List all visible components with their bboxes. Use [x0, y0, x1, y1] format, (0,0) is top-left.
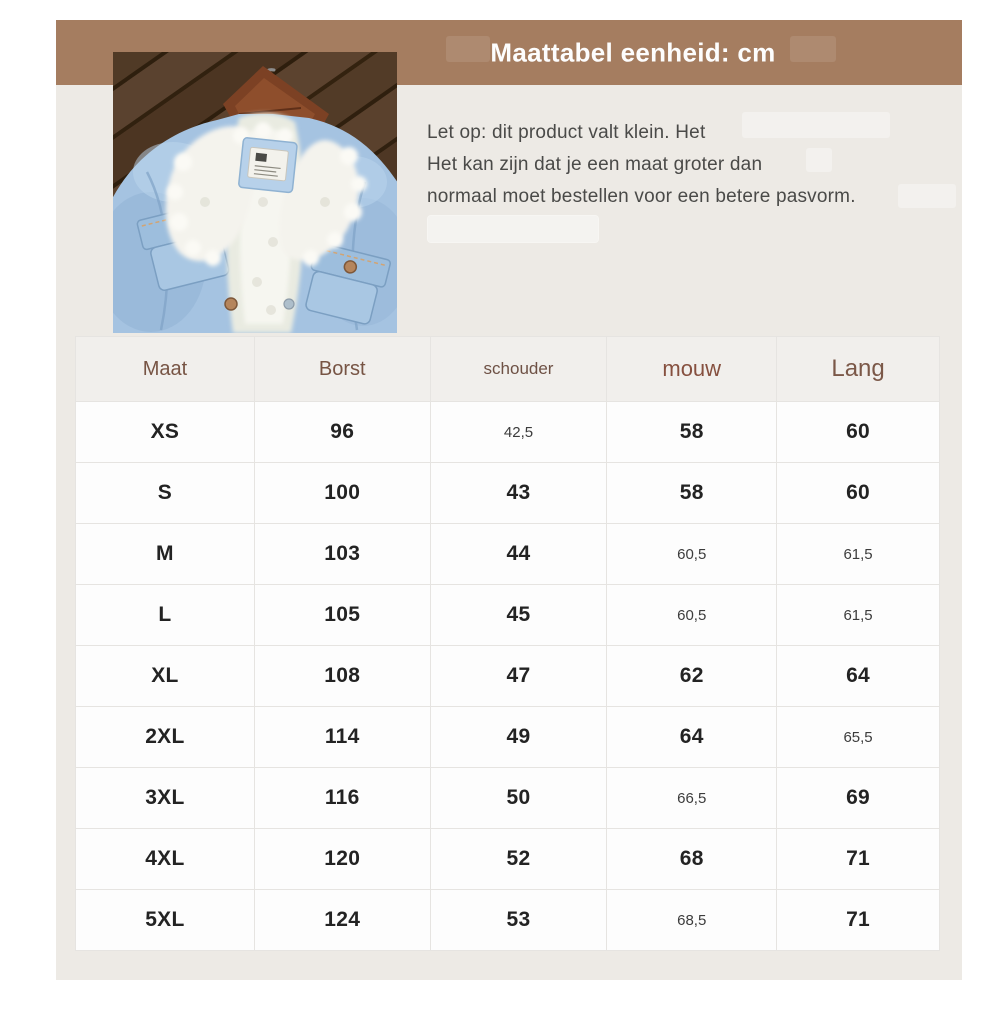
cell-size: 5XL	[76, 890, 255, 951]
cell-chest: 116	[254, 768, 430, 829]
fit-notice-line: Let op: dit product valt klein. Het	[427, 122, 706, 143]
fit-notice-line: Het kan zijn dat je een maat groter dan	[427, 154, 763, 175]
cell-chest: 105	[254, 585, 430, 646]
cell-shoulder: 47	[430, 646, 607, 707]
ghost-artifact	[446, 36, 490, 62]
cell-size: 4XL	[76, 829, 255, 890]
ghost-artifact	[790, 36, 836, 62]
page-title: Maattabel eenheid: cm	[490, 37, 776, 67]
cell-size: 2XL	[76, 707, 255, 768]
cell-length: 61,5	[777, 585, 940, 646]
cell-chest: 108	[254, 646, 430, 707]
table-row-2xl	[76, 707, 940, 768]
cell-chest: 96	[254, 402, 430, 463]
cell-sleeve: 64	[607, 707, 777, 768]
cell-size: S	[76, 463, 255, 524]
cell-shoulder: 50	[430, 768, 607, 829]
cell-chest: 103	[254, 524, 430, 585]
cell-shoulder: 42,5	[430, 402, 607, 463]
product-photo	[113, 52, 397, 333]
table-row-m	[76, 524, 940, 585]
table-header-row	[76, 337, 940, 402]
cell-length: 60	[777, 463, 940, 524]
size-table	[75, 336, 940, 951]
cell-length: 60	[777, 402, 940, 463]
table-row-3xl	[76, 768, 940, 829]
cell-shoulder: 52	[430, 829, 607, 890]
cell-length: 64	[777, 646, 940, 707]
cell-length: 71	[777, 890, 940, 951]
cell-size: XL	[76, 646, 255, 707]
cell-sleeve: 62	[607, 646, 777, 707]
table-row-l	[76, 585, 940, 646]
cell-sleeve: 58	[607, 463, 777, 524]
cell-sleeve: 68	[607, 829, 777, 890]
cell-length: 71	[777, 829, 940, 890]
cell-shoulder: 44	[430, 524, 607, 585]
cell-size: L	[76, 585, 255, 646]
cell-length: 65,5	[777, 707, 940, 768]
cell-size: 3XL	[76, 768, 255, 829]
cell-shoulder: 43	[430, 463, 607, 524]
cell-shoulder: 45	[430, 585, 607, 646]
cell-length: 69	[777, 768, 940, 829]
cell-chest: 100	[254, 463, 430, 524]
fit-notice-line: normaal moet bestellen voor een betere pasvorm.	[427, 186, 856, 207]
cell-chest: 114	[254, 707, 430, 768]
cell-size: XS	[76, 402, 255, 463]
column-header-borst: Borst	[254, 337, 430, 402]
table-row-s	[76, 463, 940, 524]
denim-jacket-photo	[113, 52, 397, 333]
cell-sleeve: 60,5	[607, 585, 777, 646]
cell-size: M	[76, 524, 255, 585]
table-row-xl	[76, 646, 940, 707]
cell-sleeve: 60,5	[607, 524, 777, 585]
table-row-5xl	[76, 890, 940, 951]
cell-sleeve: 68,5	[607, 890, 777, 951]
column-header-maat: Maat	[76, 337, 255, 402]
fit-notice	[427, 117, 967, 213]
column-header-lang: Lang	[777, 337, 940, 402]
table-row-4xl	[76, 829, 940, 890]
cell-chest: 120	[254, 829, 430, 890]
cell-shoulder: 49	[430, 707, 607, 768]
cell-chest: 124	[254, 890, 430, 951]
cell-shoulder: 53	[430, 890, 607, 951]
cell-length: 61,5	[777, 524, 940, 585]
table-row-xs	[76, 402, 940, 463]
cell-sleeve: 66,5	[607, 768, 777, 829]
cell-sleeve: 58	[607, 402, 777, 463]
column-header-schouder: schouder	[430, 337, 607, 402]
column-header-mouw: mouw	[607, 337, 777, 402]
